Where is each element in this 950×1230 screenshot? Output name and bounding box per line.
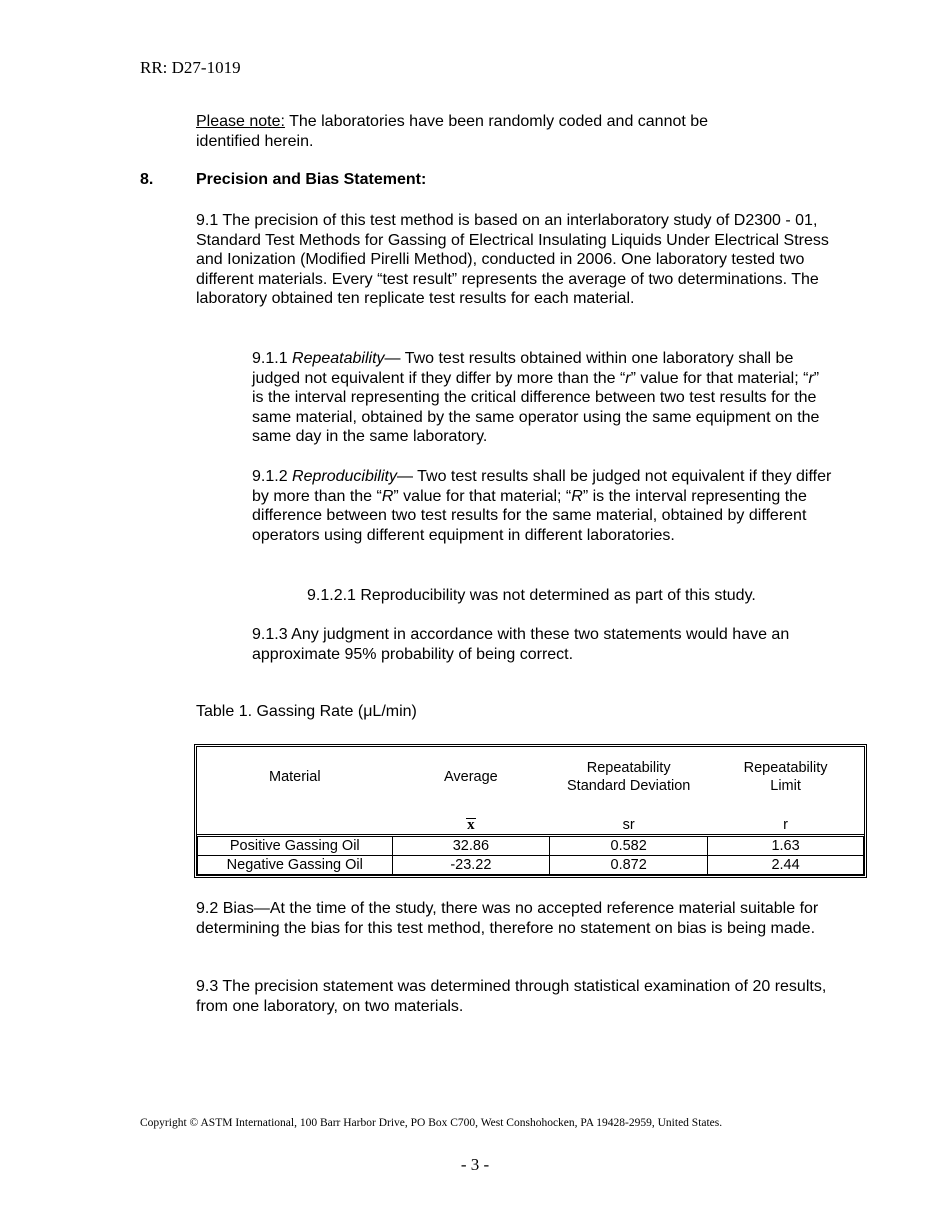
note-label: Please note: [196, 113, 285, 130]
paragraph-9-1-2-1: 9.1.2.1 Reproducibility was not determined as part of this study. [307, 587, 756, 604]
header-average: Average [444, 769, 498, 785]
header-repeatability-limit [708, 747, 864, 807]
p912-text-2: ” value for that material; “ [393, 487, 572, 505]
p911-text-3: ” is the interval representing the critical difference between two test results for the same material, obtained by the same operator using the same equipment on the same day in the same laboratory. [252, 369, 820, 446]
paragraph-9-1-2 [252, 467, 832, 545]
page-number: - 3 - [460, 1155, 490, 1174]
table-symbol-row [198, 807, 864, 836]
note-text: The laboratories have been randomly coded and cannot be identified herein. [196, 113, 709, 150]
cell-material: Positive Gassing Oil [198, 836, 393, 856]
header-repeatability-limit-label: Repeatability Limit [743, 760, 828, 794]
table-row [198, 856, 864, 875]
p911-text-1: — Two test results obtained within one laboratory shall be judged not equivalent if they differ by more than the “ [252, 350, 794, 387]
symbol-R-1: R [381, 487, 394, 505]
cell-average: -23.22 [392, 856, 550, 875]
cell-r: 2.44 [708, 856, 864, 875]
paragraph-9-1: 9.1 The precision of this test method is based on an interlaboratory study of D2300 - 01, Standard Test Methods for Gassing of Electrical Insulating Liquids Under Electrical Stress and Ionization (Modified Pirelli Method), conducted in 2006. One laboratory tested two different materials. Every “test result” represents the average of two determinations. The laboratory obtained ten replicate test results for each material. [196, 212, 829, 308]
symbol-R-2: R [571, 487, 583, 505]
symbol-r-1: r [625, 369, 631, 387]
p912-text-1: — Two test results shall be judged not equivalent if they differ by more than the “ [252, 468, 832, 505]
repeatability-term: Repeatability [292, 350, 385, 367]
paragraph-9-2: 9.2 Bias—At the time of the study, there was no accepted reference material suitable for determining the bias for this test method, therefore no statement on bias is being made. [196, 900, 819, 937]
paragraph-9-3: 9.3 The precision statement was determined through statistical examination of 20 results, from one laboratory, on two materials. [196, 978, 827, 1015]
header-repeatability-sd-label: Repeatability Standard Deviation [567, 760, 691, 794]
section-number: 8. [140, 171, 154, 188]
p912-lead: 9.1.2 [252, 468, 293, 485]
p911-lead: 9.1.1 [252, 350, 293, 367]
header-material: Material [268, 769, 321, 785]
cell-material: Negative Gassing Oil [198, 856, 393, 875]
cell-sr: 0.582 [550, 836, 708, 856]
symbol-average [392, 807, 550, 836]
symbol-r: r [783, 817, 788, 833]
paragraph-9-1-1 [252, 349, 832, 447]
p911-text-2: ” value for that material; “ [630, 369, 809, 387]
x-bar-symbol: x [467, 817, 475, 833]
cell-average: 32.86 [392, 836, 550, 856]
section-title: Precision and Bias Statement: [196, 171, 427, 188]
report-id-header: RR: D27-1019 [140, 58, 241, 77]
reproducibility-term: Reproducibility [292, 468, 397, 485]
symbol-sr: sr [622, 817, 635, 833]
paragraph-9-1-3: 9.1.3 Any judgment in accordance with these two statements would have an approximate 95% probability of being correct. [252, 626, 790, 663]
laboratory-note [196, 112, 776, 151]
symbol-material [198, 807, 393, 836]
cell-sr: 0.872 [550, 856, 708, 875]
precision-table [194, 744, 867, 878]
p912-text-3: ” is the interval representing the difference between two test results for the same material, obtained by different operators using different equipment in different laboratories. [252, 487, 807, 544]
cell-r: 1.63 [708, 836, 864, 856]
table-caption: Table 1. Gassing Rate (μL/min) [196, 703, 417, 720]
header-repeatability-sd [550, 747, 708, 807]
symbol-r-2: r [808, 369, 814, 387]
copyright-footer: Copyright © ASTM International, 100 Barr Harbor Drive, PO Box C700, West Conshohocken, PA 19428-2959, United States. [140, 1117, 723, 1129]
table-row [198, 836, 864, 856]
table-header-row [198, 747, 864, 807]
